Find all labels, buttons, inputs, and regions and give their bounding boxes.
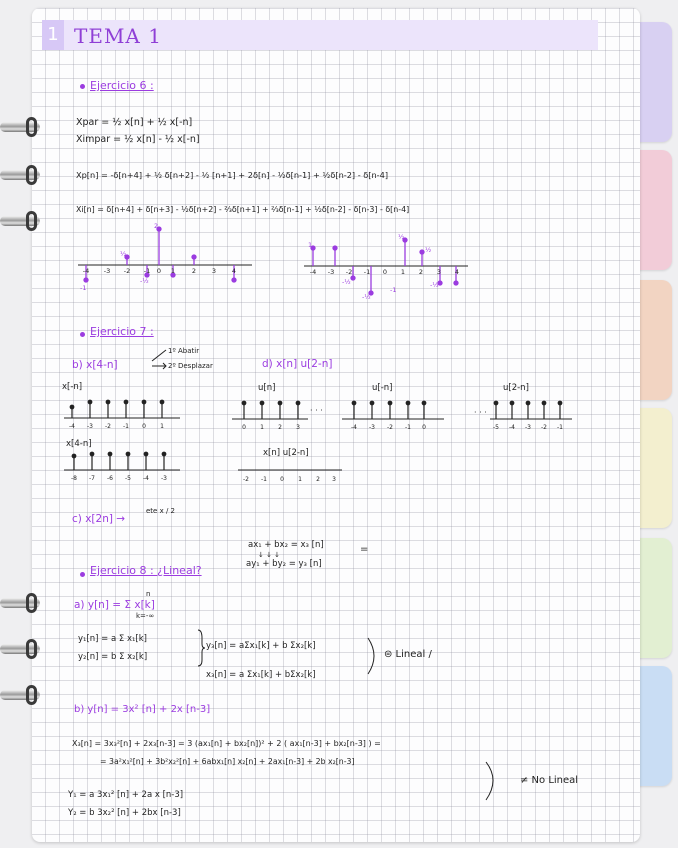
- tick-label: 3: [211, 267, 217, 275]
- sum-lower-limit: k=-∞: [136, 612, 155, 620]
- tick-label: 3: [296, 424, 300, 431]
- value-label: -½: [140, 277, 149, 285]
- y2-sum-equation: y₂[n] = b Σ x₂[k]: [78, 652, 148, 662]
- exercise7-c-fraction: ete x / 2: [146, 507, 175, 515]
- bullet-dot: [80, 572, 85, 577]
- tick-label: -2: [387, 424, 393, 431]
- bullet-dot: [80, 84, 85, 89]
- linearity-eq-bottom: ay₁ + by₂ = y₃ [n]: [246, 559, 322, 569]
- value-label: ½: [120, 250, 127, 258]
- value-label: ½: [398, 233, 405, 241]
- bullet-dot: [80, 332, 85, 337]
- tick-label: -5: [125, 475, 131, 482]
- tick-label: 2: [278, 424, 282, 431]
- stem-plot-x-neg-n: [62, 392, 182, 432]
- exercise8-b-line2: = 3a²x₁²[n] + 3b²x₂²[n] + 6abx₁[n] x₂[n] + 2ax₁[n-3] + 2b x₂[n-3]: [100, 757, 355, 766]
- exercise7-c-label: c) x[2n] →: [72, 513, 126, 525]
- value-label: -½: [430, 281, 439, 289]
- y1-expansion: Y₁ = a 3x₁² [n] + 2a x [n-3]: [68, 790, 184, 800]
- sum-upper-limit: n: [146, 590, 151, 598]
- tick-label: -4: [509, 424, 515, 431]
- tick-label: -1: [123, 423, 129, 430]
- svg-text:· · ·: · · ·: [474, 408, 487, 417]
- exercise8-b-label: b) y[n] = 3x² [n] + 2x [n-3]: [74, 704, 211, 715]
- tick-label: -5: [493, 424, 499, 431]
- exercise7-b-label: b) x[4-n]: [72, 359, 118, 371]
- tick-label: 2: [316, 476, 320, 483]
- ejercicio7-heading: Ejercicio 7 :: [90, 325, 154, 338]
- closing-bracket: [484, 760, 502, 802]
- tick-label: -2: [243, 476, 249, 483]
- tick-label: 0: [382, 268, 388, 276]
- value-label: -½: [362, 293, 371, 301]
- tick-label: -2: [105, 423, 111, 430]
- y1-sum-equation: y₁[n] = a Σ x₁[k]: [78, 634, 147, 644]
- value-label: 2: [154, 222, 159, 230]
- tick-label: 1: [298, 476, 302, 483]
- tick-label: -3: [103, 267, 111, 275]
- no-lineal-conclusion: ≠ No Lineal: [520, 775, 579, 786]
- tick-label: 1: [400, 268, 406, 276]
- value-label: -1: [390, 286, 397, 294]
- tick-label: -1: [143, 267, 151, 275]
- page-title: TEMA 1: [74, 24, 162, 48]
- plot-label-u-n: u[n]: [258, 383, 276, 393]
- exercise8-b-line1: X₃[n] = 3x₃²[n] + 2x₃[n-3] = 3 (ax₁[n] + bx₂[n])² + 2 ( ax₁[n-3] + bx₂[n-3] ) =: [72, 739, 381, 748]
- closing-bracket: [366, 636, 382, 676]
- tick-label: 4: [454, 268, 460, 276]
- tick-label: 0: [422, 424, 426, 431]
- stem-plot-u-neg-n: [340, 393, 450, 433]
- tick-label: -6: [107, 475, 113, 482]
- ejercicio6-heading: Ejercicio 6 :: [90, 79, 154, 92]
- tick-label: 1: [160, 423, 164, 430]
- plot-label-x-neg-n: x[-n]: [62, 382, 83, 392]
- tick-label: -4: [69, 423, 75, 430]
- svg-text:· · ·: · · ·: [310, 406, 323, 415]
- value-label: ½: [425, 246, 432, 254]
- linearity-eq-top: ax₁ + bx₂ = x₃ [n]: [248, 540, 324, 550]
- brace-symbol: [196, 628, 206, 668]
- tick-label: -1: [405, 424, 411, 431]
- y2-expansion: Y₂ = b 3x₂² [n] + 2bx [n-3]: [68, 808, 181, 818]
- tick-label: -3: [525, 424, 531, 431]
- value-label: -1: [80, 284, 87, 292]
- plot-label-x-4-minus-n: x[4-n]: [66, 439, 92, 449]
- tick-label: 2: [418, 268, 424, 276]
- tick-label: -1: [261, 476, 267, 483]
- tick-label: -3: [369, 424, 375, 431]
- exercise7-d-label: d) x[n] u[2-n]: [262, 358, 333, 370]
- tick-label: -2: [123, 267, 131, 275]
- tick-label: 0: [156, 267, 162, 275]
- tick-label: -3: [327, 268, 335, 276]
- tick-label: 2: [191, 267, 197, 275]
- stem-plot-x-4-minus-n: [62, 448, 182, 488]
- tick-label: -4: [143, 475, 149, 482]
- stem-plot-odd: [300, 226, 480, 316]
- tick-label: 1: [260, 424, 264, 431]
- linearity-eq-arrows: ↓ ↓ ↓: [258, 551, 281, 559]
- linearity-eq-equals: =: [360, 544, 369, 555]
- tick-label: -1: [557, 424, 563, 431]
- tick-label: -8: [71, 475, 77, 482]
- stem-plot-u-n: [230, 393, 330, 433]
- plot-label-u-2-minus-n: u[2-n]: [503, 383, 529, 393]
- tick-label: -3: [87, 423, 93, 430]
- xi-equation: Xi[n] = δ[n+4] + δ[n+3] - ½δ[n+2] - ⅔δ[n+1] + ⅔δ[n-1] + ½δ[n-2] - δ[n-3] - δ[n-4]: [76, 205, 410, 214]
- tick-label: 4: [231, 267, 237, 275]
- value-label: -½: [342, 278, 351, 286]
- plot-label-product: x[n] u[2-n]: [263, 448, 309, 458]
- tick-label: -2: [345, 268, 353, 276]
- tick-label: 3: [436, 268, 442, 276]
- ejercicio8-heading: Ejercicio 8 : ¿Lineal?: [90, 564, 202, 577]
- tick-label: -4: [351, 424, 357, 431]
- exercise8-a-label: a) y[n] = Σ x[k]: [74, 599, 155, 611]
- tick-label: -7: [89, 475, 95, 482]
- exercise7-b-step1: 1º Abatir: [168, 347, 200, 355]
- tick-label: -4: [82, 267, 90, 275]
- exercise7-b-step2: 2º Desplazar: [168, 362, 213, 370]
- tick-label: 0: [242, 424, 246, 431]
- plot-label-u-neg-n: u[-n]: [372, 383, 393, 393]
- tick-label: -4: [309, 268, 317, 276]
- stem-plot-u-2-minus-n: [472, 393, 582, 433]
- tick-label: 3: [332, 476, 336, 483]
- page-number: 1: [47, 24, 59, 45]
- stem-plot-even: [70, 220, 260, 300]
- tick-label: -3: [161, 475, 167, 482]
- stem-plot-product: [236, 458, 346, 494]
- xp-equation: Xp[n] = -δ[n+4] + ½ δ[n+2] - ½ [n+1] + 2δ[n] - ½δ[n-1] + ½δ[n-2] - δ[n-4]: [76, 170, 389, 180]
- lineal-conclusion: ⊜ Lineal /: [384, 649, 432, 660]
- tick-label: 0: [142, 423, 146, 430]
- tick-label: -1: [363, 268, 371, 276]
- xpar-equation: Xpar = ½ x[n] + ½ x[-n]: [76, 117, 193, 128]
- tick-label: 0: [280, 476, 284, 483]
- arrow-annotation: [150, 345, 170, 369]
- y3-direct-equation: x₃[n] = a Σx₁[k] + bΣx₂[k]: [206, 670, 316, 680]
- tick-label: -2: [541, 424, 547, 431]
- y3-sum-equation: y₃[n] = aΣx₁[k] + b Σx₂[k]: [206, 641, 316, 651]
- ximpar-equation: Ximpar = ½ x[n] - ½ x[-n]: [76, 134, 200, 145]
- tick-label: 1: [170, 267, 176, 275]
- value-label: 1: [308, 241, 313, 249]
